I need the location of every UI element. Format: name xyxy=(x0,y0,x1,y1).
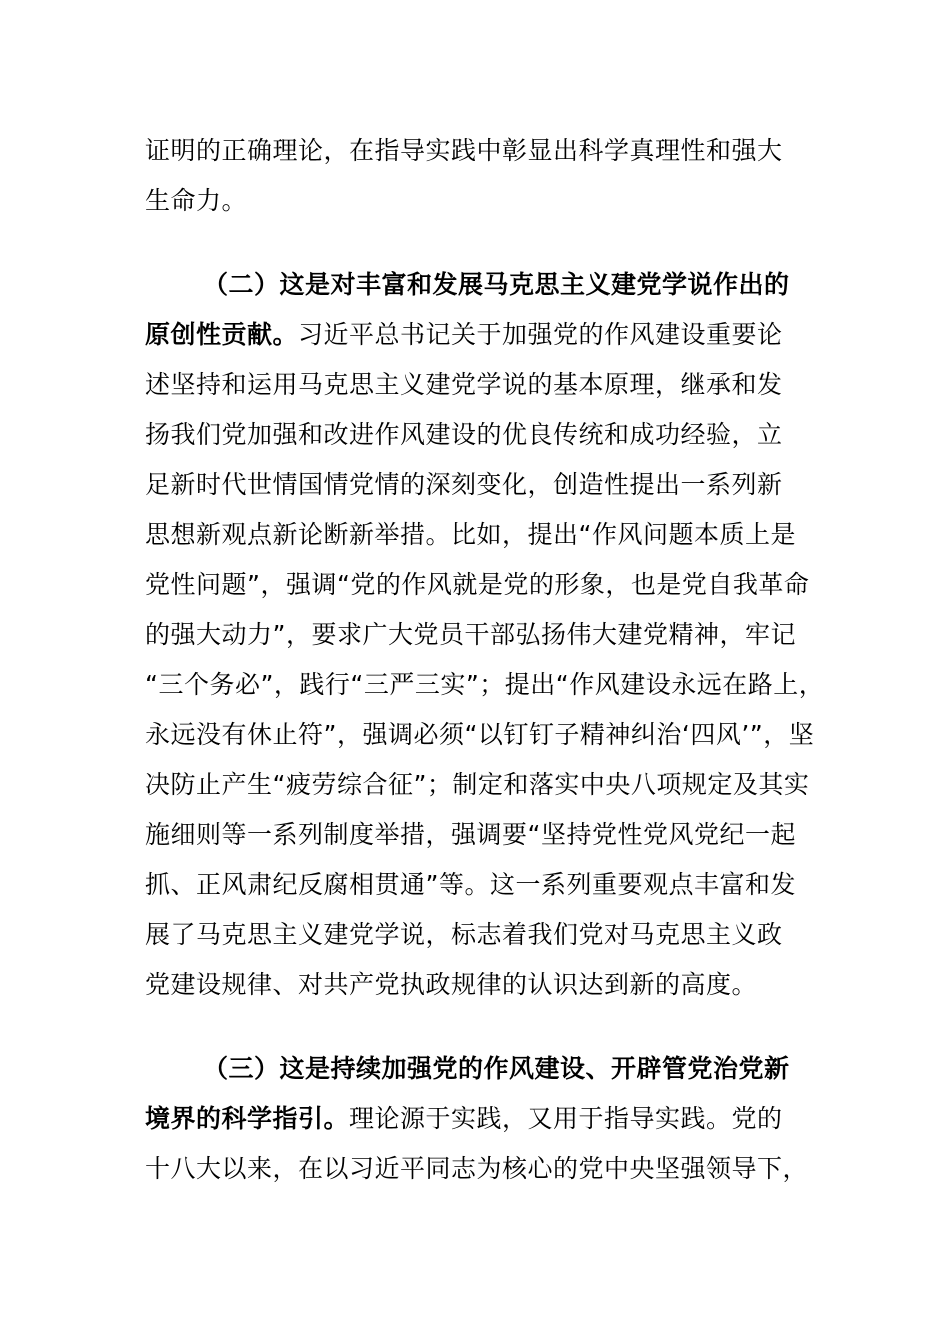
text-line: 党建设规律、对共产党执政规律的认识达到新的高度。 xyxy=(145,970,758,999)
text-line: 永远没有休止符”，强调必须“以钉钉子精神纠治‘四风’”，坚 xyxy=(145,720,815,749)
section-three-paragraph xyxy=(145,1044,809,1194)
text-line xyxy=(145,310,805,360)
section-two-paragraph xyxy=(145,260,825,1010)
text-line: 决防止产生“疲劳综合征”；制定和落实中央八项规定及其实 xyxy=(145,770,810,799)
text-line: “三个务必”，践行“三严三实”；提出“作风建设永远在路上， xyxy=(145,670,825,699)
text-run: 理论源于实践，又用于指导实践。党的 xyxy=(349,1104,783,1133)
section-heading-end: 境界的科学指引。 xyxy=(145,1104,350,1133)
text-line: 述坚持和运用马克思主义建党学说的基本原理，继承和发 xyxy=(145,370,783,399)
text-line: 思想新观点新论断新举措。比如，提出“作风问题本质上是 xyxy=(145,520,796,549)
text-line: 证明的正确理论，在指导实践中彰显出科学真理性和强大 xyxy=(145,136,783,165)
text-line: 抓、正风肃纪反腐相贯通”等。这一系列重要观点丰富和发 xyxy=(145,870,796,899)
text-line: 党性问题”，强调“党的作风就是党的形象，也是党自我革命 xyxy=(145,570,810,599)
section-heading-end: 原创性贡献。 xyxy=(145,320,299,349)
text-line: 足新时代世情国情党情的深刻变化，创造性提出一系列新 xyxy=(145,470,783,499)
paragraph-continuation xyxy=(145,126,805,226)
text-line: 的强大动力”，要求广大党员干部弘扬伟大建党精神，牢记 xyxy=(145,620,796,649)
section-heading: （二）这是对丰富和发展马克思主义建党学说作出的 xyxy=(203,270,790,299)
section-heading: （三）这是持续加强党的作风建设、开辟管党治党新 xyxy=(203,1054,790,1083)
text-line: 扬我们党加强和改进作风建设的优良传统和成功经验，立 xyxy=(145,420,783,449)
text-line: 施细则等一系列制度举措，强调要“坚持党性党风党纪一起 xyxy=(145,820,796,849)
text-line: 十八大以来，在以习近平同志为核心的党中央坚强领导下， xyxy=(145,1154,809,1183)
text-run: 习近平总书记关于加强党的作风建设重要论 xyxy=(298,320,783,349)
text-line: 生命力。 xyxy=(145,186,248,215)
text-line xyxy=(145,1094,805,1144)
text-line: 展了马克思主义建党学说，标志着我们党对马克思主义政 xyxy=(145,920,783,949)
